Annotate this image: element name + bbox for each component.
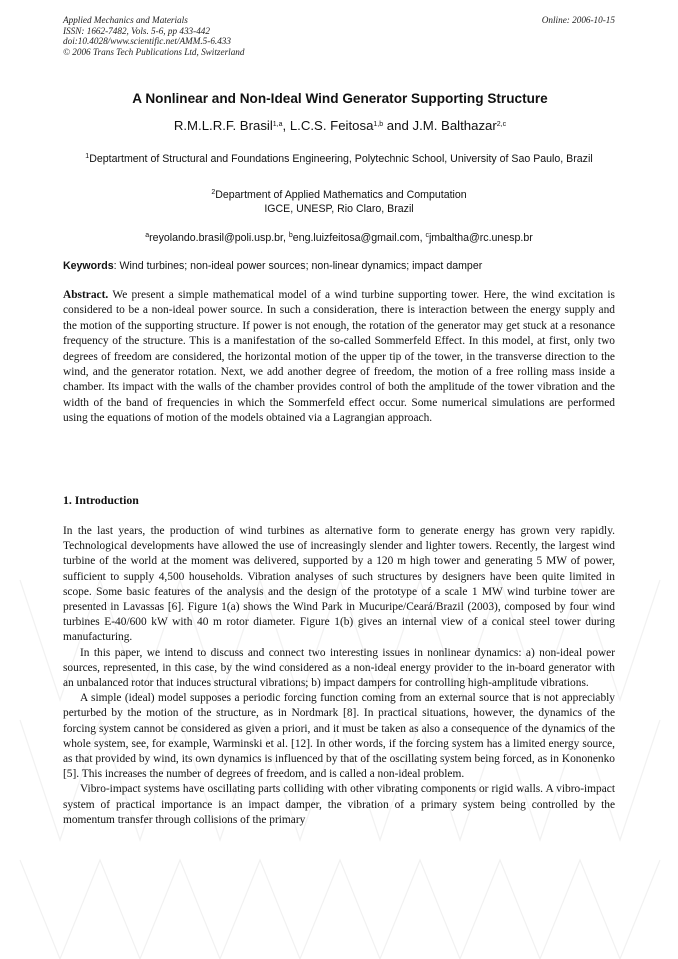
affiliation-text: Deptartment of Structural and Foundations Engineering, Polytechnic School, University of Sao Paulo, Brazil xyxy=(89,153,593,165)
author-sep: and xyxy=(383,118,413,133)
keywords-label: Keywords xyxy=(63,260,114,272)
affiliation-mark: 2 xyxy=(211,189,216,196)
email-address[interactable]: eng.luizfeitosa@gmail.com xyxy=(292,232,420,244)
affiliation-text: Department of Applied Mathematics and Computation xyxy=(215,189,467,201)
keywords-text: : Wind turbines; non-ideal power sources; non-linear dynamics; impact damper xyxy=(113,260,483,272)
section-heading: 1. Introduction xyxy=(63,493,139,507)
email-address[interactable]: jmbaltha@rc.unesp.br xyxy=(428,232,533,244)
author-name: J.M. Balthazar xyxy=(412,118,497,133)
journal-name: Applied Mechanics and Materials xyxy=(63,15,188,25)
author-sup: 1,b xyxy=(373,121,384,128)
section-body xyxy=(63,524,615,828)
author-emails xyxy=(63,231,615,245)
paper-title: A Nonlinear and Non-Ideal Wind Generator Supporting Structure xyxy=(132,91,548,106)
journal-doi: doi:10.4028/www.scientific.net/AMM.5-6.433 xyxy=(63,36,231,47)
author-name: R.M.L.R.F. Brasil xyxy=(173,118,273,133)
body-paragraph: In the last years, the production of wind turbines as alternative form to generate energy has grown very rapidly. Technological developments have allowed the use of increasingly slender and lighter towers. Recently, the largest wind turbine of the world at the moment was delivered, supported by a 120 m high tower and generating 5 MW of power, sufficient to supply 4,500 households. Vibration analyses of such structures by designers have been quite limited in scope. Some basic features of the analysis and the design of the prototype of a scale 1 MW wind turbine tower are presented in Lavassas [6]. Figure 1(a) shows the Wind Park in Mucuripe/Ceará/Brazil (2003), composed by four wind turbines E-40/600 kW with 40 m rotor diameter. Figure 1(b) gives an internal view of a conical steel tower during manufacturing. xyxy=(63,525,615,644)
author-sep: , xyxy=(282,118,290,133)
email-mark: b xyxy=(288,232,293,239)
online-date: Online: 2006-10-15 xyxy=(541,15,615,25)
affiliation-2 xyxy=(63,188,615,216)
abstract-label: Abstract. xyxy=(63,289,109,301)
affiliation-text: IGCE, UNESP, Rio Claro, Brazil xyxy=(264,203,414,215)
body-paragraph: In this paper, we intend to discuss and connect two interesting issues in nonlinear dynamics: a) non-ideal power sources, represented, in this case, by the wind considered as a non-ideal energy provider to the in-board generator with an unbalanced rotor that induces structural vibrations; b) impact dampers for controlling high-amplitude vibrations. xyxy=(63,646,615,690)
email-mark: a xyxy=(145,232,150,239)
email-mark: c xyxy=(425,232,429,239)
affiliation-mark: 1 xyxy=(85,153,90,160)
body-paragraph: Vibro-impact systems have oscillating parts colliding with other vibrating components or rigid walls. A vibro-impact system of practical importance is an impact damper, the vibration of a primary system being controlled by the momentum transfer through collisions of the primary xyxy=(63,783,615,826)
author-list xyxy=(40,118,640,133)
keywords-line xyxy=(63,260,623,272)
affiliation-1 xyxy=(63,152,615,166)
journal-header xyxy=(63,15,615,57)
abstract-text: We present a simple mathematical model of a wind turbine supporting tower. Here, the wind excitation is considered to be a non-ideal power source. In such a consideration, there is interaction between the energy supply and the motion of the supporting structure. If power is not enough, the rotation of the generator may get stuck at a resonance frequency of the structure. This is a manifestation of the so-called Sommerfeld Effect. In this model, at first, only two degrees of freedom are considered, the horizontal motion of the upper tip of the tower, in the transverse direction to the wind, and the generator rotation. Next, we add another degree of freedom, the motion of a free rolling mass inside a chamber. Its impact with the walls of the chamber provides control of both the amplitude of the tower vibration and the width of the band of frequencies in which the Sommerfeld effect occur. Some numerical simulations are performed using the equations of motion of the models obtained via a Lagrangian approach. xyxy=(63,289,615,425)
email-address[interactable]: reyolando.brasil@poli.usp.br xyxy=(149,232,283,244)
author-name: L.C.S. Feitosa xyxy=(289,118,374,133)
email-sep: , xyxy=(419,232,426,244)
author-sup: 2,c xyxy=(496,121,507,128)
email-sep: , xyxy=(283,232,289,244)
journal-copyright: © 2006 Trans Tech Publications Ltd, Switzerland xyxy=(63,46,245,57)
abstract xyxy=(63,288,615,427)
body-paragraph: A simple (ideal) model supposes a periodic forcing function coming from an external source that is not appreciably perturbed by the motion of the structure, as in Nordmark [8]. In practical situations, however, the dynamics of the forcing system cannot be considered as given a priori, and it must be taken as also a consequence of the dynamics of the whole system, see, for example, Warminski et al. [12]. In other words, if the forcing system has a limited energy source, as that provided by wind, its own dynamics is influenced by that of the oscillating system being forced, as in Kononenko [5]. This increases the number of degrees of freedom, and is called a non-ideal problem. xyxy=(63,692,615,781)
journal-issn: ISSN: 1662-7482, Vols. 5-6, pp 433-442 xyxy=(63,25,210,36)
author-sup: 1,a xyxy=(272,121,283,128)
